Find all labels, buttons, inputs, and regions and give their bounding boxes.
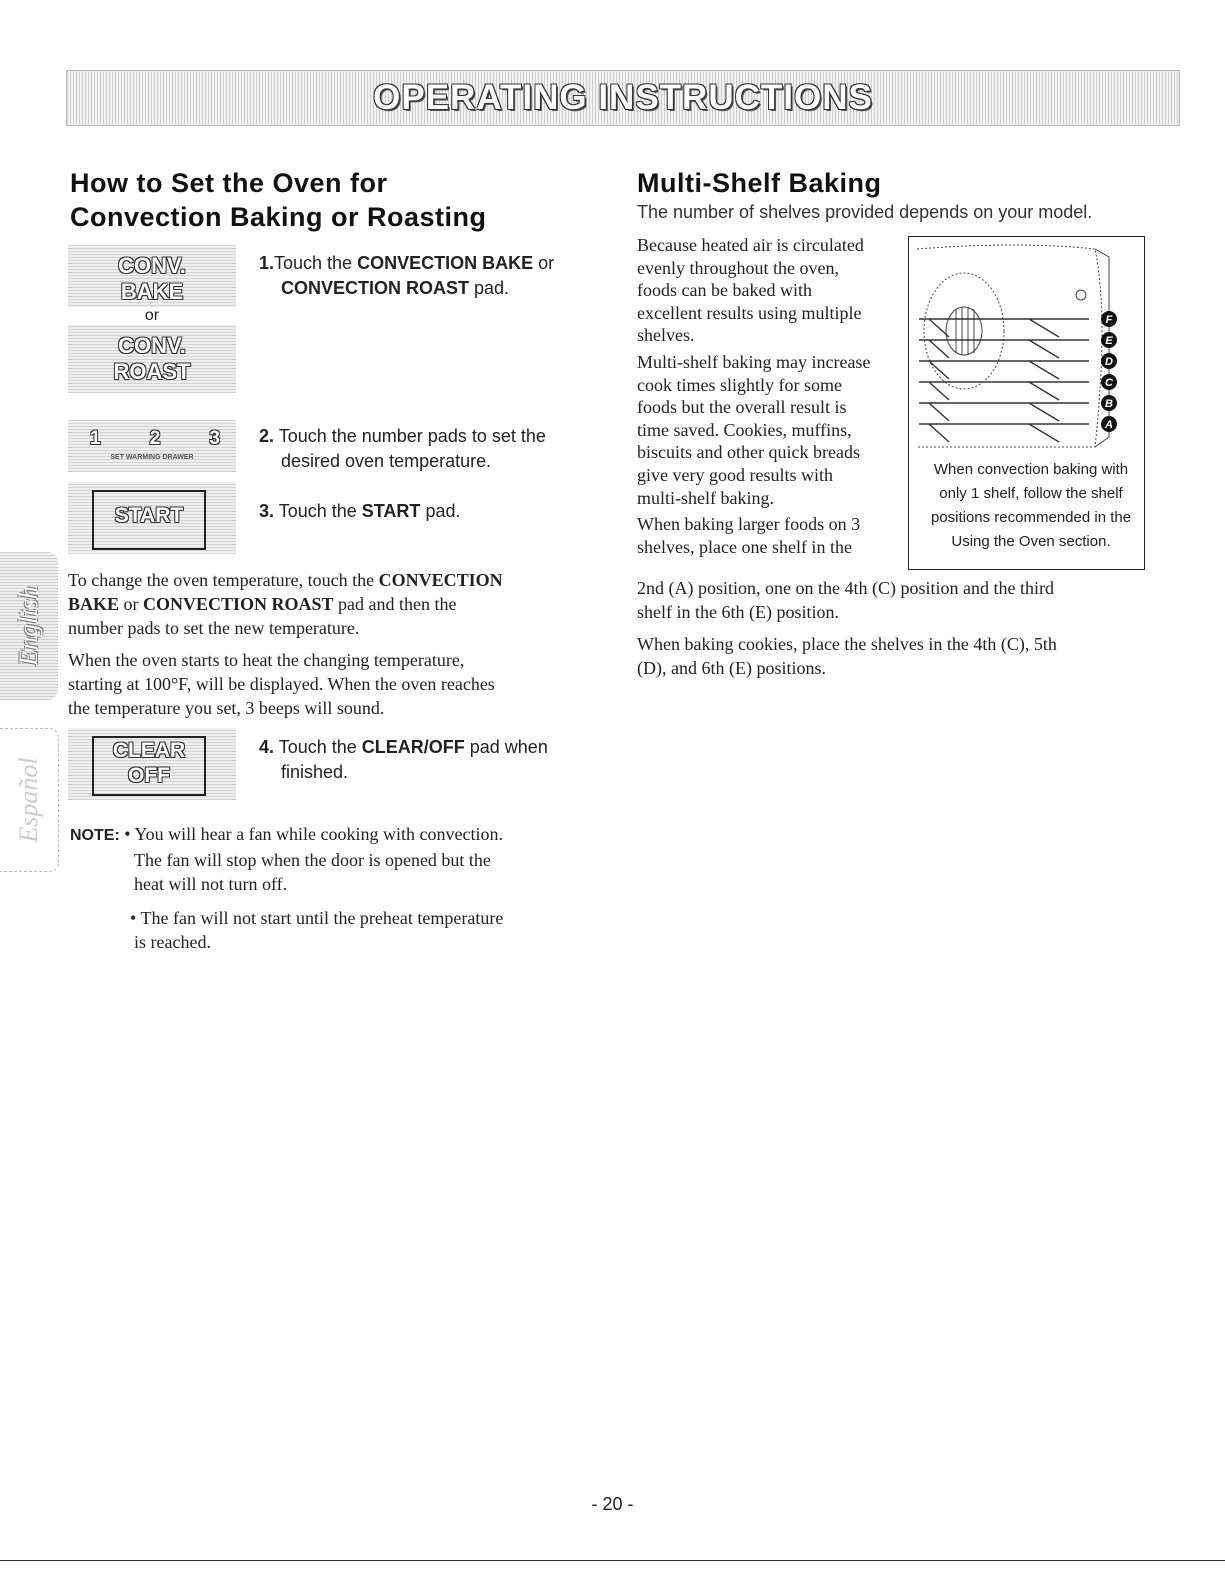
note-bullet2-line1: • The fan will not start until the preheat temperature (130, 908, 504, 928)
para2-line2: starting at 100°F, will be displayed. When the oven reaches (68, 674, 495, 694)
para1-text-3: pad and then the (333, 594, 457, 614)
shelf-position-label: D (1105, 356, 1113, 368)
caption-line2: only 1 shelf, follow the shelf (939, 485, 1123, 502)
step-4 (259, 735, 599, 785)
tab-english (0, 552, 58, 700)
right-text-line: time saved. Cookies, muffins, (637, 419, 852, 440)
footer-rule (0, 1560, 1225, 1561)
paragraph-change-temp (68, 568, 588, 640)
clear-off-pad (68, 728, 236, 800)
right-heading: Multi-Shelf Baking (637, 168, 882, 198)
pad-number-subtext: SET WARMING DRAWER (110, 454, 194, 461)
oven-shelf-line (919, 424, 1089, 442)
pad-conv-bake-line1: CONV. (118, 253, 186, 278)
right-text-line: Multi-shelf baking may increase (637, 351, 871, 372)
para2-line3: the temperature you set, 3 beeps will sound. (68, 698, 385, 718)
step-2-number: 2. (259, 426, 275, 446)
right-text-line: shelves, place one shelf in the (637, 536, 852, 557)
pad-number-2: 2 (149, 428, 161, 449)
shelf-position-label: A (1105, 419, 1113, 431)
para1-bold-1: CONVECTION (378, 570, 503, 590)
step-1 (259, 251, 599, 301)
right-wrapped-text (637, 234, 907, 558)
step-2 (259, 424, 599, 474)
step-3-text-2: pad. (420, 501, 461, 521)
pad-start-label: START (114, 504, 184, 527)
oven-shelf-diagram (909, 237, 1142, 455)
conv-bake-roast-pads (68, 245, 236, 393)
section-banner (66, 70, 1180, 126)
shelf-position-label: F (1105, 314, 1113, 326)
step-4-text-2: pad when (464, 737, 548, 757)
note-bullet1-line2: The fan will stop when the door is opened but the (134, 850, 491, 870)
pad-or-text: or (68, 307, 236, 325)
step-4-line2: finished. (281, 762, 349, 782)
oven-shelf-line (919, 319, 1089, 337)
step-1-text-3: pad. (469, 278, 510, 298)
step-2-line1: Touch the number pads to set the (278, 426, 546, 446)
step-1-text-2: or (533, 253, 555, 273)
right-text-line: foods but the overall result is (637, 397, 847, 418)
right-text-line: multi-shelf baking. (637, 487, 774, 508)
caption-line1: When convection baking with (933, 461, 1129, 478)
oven-shelf-line (919, 403, 1089, 421)
para1-text-2: or (119, 594, 144, 614)
step-4-text: Touch the (278, 737, 362, 757)
pad-clear-label: CLEAR (112, 739, 186, 762)
para2-line1: When the oven starts to heat the changing temperature, (68, 650, 465, 670)
caption-line4: Using the Oven section. (951, 533, 1111, 550)
shelf-position-label: B (1105, 398, 1113, 410)
step-2-line2: desired oven temperature. (281, 451, 492, 471)
right-text-line: When baking larger foods on 3 (637, 514, 861, 535)
banner-title: OPERATING INSTRUCTIONS (373, 78, 873, 117)
para1-bold-3: CONVECTION ROAST (143, 594, 334, 614)
paragraph-heating (68, 648, 588, 720)
right-text-line: (D), and 6th (E) positions. (637, 658, 826, 678)
step-3-bold: START (361, 501, 421, 521)
left-heading-line1: How to Set the Oven for (70, 168, 388, 198)
oven-shelf-line (919, 361, 1089, 379)
note-label: NOTE: (70, 827, 120, 844)
right-text-line: shelf in the 6th (E) position. (637, 602, 839, 622)
note-bullet2-line2: is reached. (134, 932, 211, 952)
oven-shelf-line (919, 340, 1089, 358)
pad-conv-bake-line2: BAKE (120, 279, 184, 304)
start-pad (68, 482, 236, 554)
step-4-number: 4. (259, 737, 275, 757)
step-1-bold-2: CONVECTION ROAST (281, 278, 470, 298)
pad-number-1: 1 (90, 428, 101, 449)
right-text-line: Because heated air is circulated (637, 235, 864, 255)
caption-line3: positions recommended in the (930, 509, 1132, 526)
note-bullet1-line3: heat will not turn off. (134, 874, 288, 894)
right-text-line: When baking cookies, place the shelves in the 4th (C), 5th (637, 634, 1057, 654)
shelf-position-label: E (1105, 335, 1113, 347)
step-1-number: 1. (259, 253, 275, 273)
figure-caption (919, 458, 1143, 554)
right-text-line: foods can be baked with (637, 280, 812, 301)
step-3-text: Touch the (278, 501, 362, 521)
step-4-bold: CLEAR/OFF (361, 737, 465, 757)
left-heading-line2: Convection Baking or Roasting (70, 202, 487, 232)
right-text-line: shelves. (637, 325, 695, 346)
right-text-line: cook times slightly for some (637, 374, 842, 395)
pad-conv-roast-line1: CONV. (118, 333, 186, 358)
shelf-position-label: C (1105, 377, 1113, 389)
oven-shelf-line (919, 382, 1089, 400)
note-block (70, 822, 590, 954)
right-text-line: evenly throughout the oven, (637, 257, 839, 278)
para1-bold-2: BAKE (68, 594, 120, 614)
step-3-number: 3. (259, 501, 275, 521)
right-subtitle: The number of shelves provided depends on your model. (637, 202, 1093, 222)
step-1-text: Touch the (274, 253, 358, 273)
step-3 (259, 499, 599, 524)
pad-conv-roast-line2: ROAST (113, 359, 191, 384)
pad-off-label: OFF (128, 764, 170, 787)
para1-text-4: number pads to set the new temperature. (68, 618, 360, 638)
right-text-line: excellent results using multiple (637, 302, 862, 323)
tab-english-label: English (14, 586, 43, 666)
para1-text-1: To change the oven temperature, touch the (68, 570, 379, 590)
right-text-line: biscuits and other quick breads (637, 442, 860, 463)
right-text-line: 2nd (A) position, one on the 4th (C) position and the third (637, 578, 1054, 598)
tab-espanol (0, 728, 59, 872)
pad-number-3: 3 (209, 428, 220, 449)
note-bullet1-line1: • You will hear a fan while cooking with convection. (124, 824, 504, 844)
number-pads (68, 420, 236, 472)
right-text-line: give very good results with (637, 464, 833, 485)
right-full-text (637, 576, 1157, 680)
step-1-bold-1: CONVECTION BAKE (357, 253, 534, 273)
tab-espanol-label: Español (14, 757, 43, 843)
page-number: - 20 - (591, 1494, 634, 1514)
